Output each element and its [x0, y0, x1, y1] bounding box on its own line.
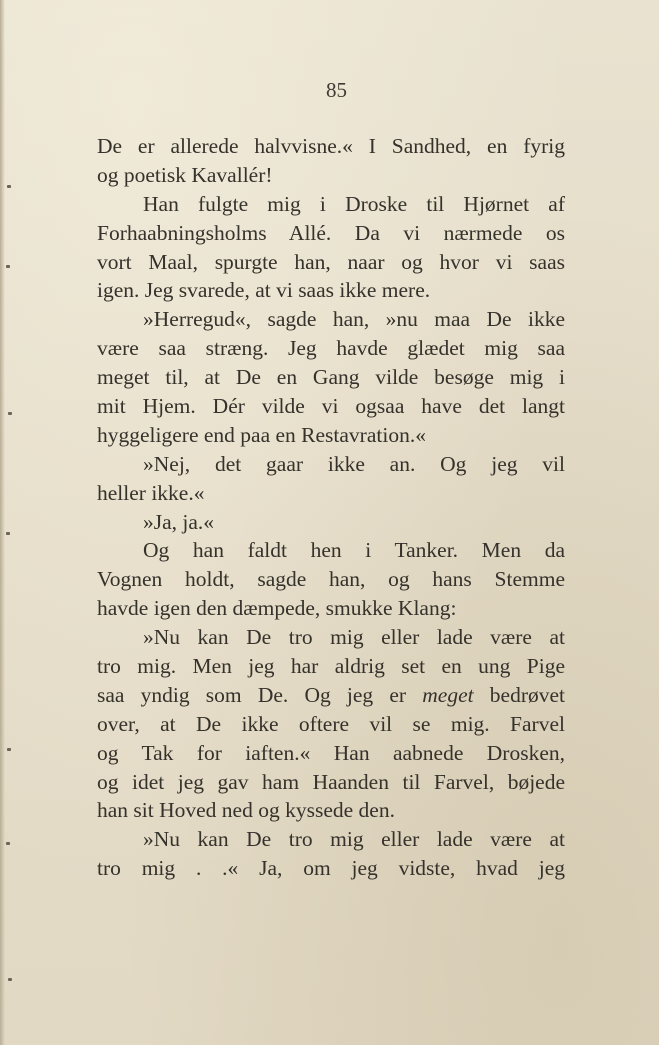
text-line: og Tak for iaften.« Han aabnede Drosken,	[97, 740, 565, 765]
text-line: vort Maal, spurgte han, naar og hvor vi saas	[97, 249, 565, 274]
margin-mark	[7, 185, 11, 188]
margin-mark	[8, 978, 12, 981]
text-line: »Herregud«, sagde han, »nu maa De ikke	[143, 307, 565, 332]
text-line: »Nu kan De tro mig eller lade være at	[143, 625, 565, 650]
text-line: Og han faldt hen i Tanker. Men da	[143, 538, 565, 563]
text-line: Vognen holdt, sagde han, og hans Stemme	[97, 567, 565, 592]
emphasized-word: meget	[422, 682, 474, 707]
page-number: 85	[326, 78, 347, 102]
margin-mark	[6, 265, 10, 268]
text-line: han sit Hoved ned og kyssede den.	[97, 798, 395, 823]
text-line: meget til, at De en Gang vilde besøge mig i	[97, 365, 565, 390]
margin-mark	[6, 532, 10, 535]
text-line: »Ja, ja.«	[143, 509, 215, 534]
margin-mark	[8, 412, 12, 415]
text-line: tro mig. Men jeg har aldrig set en ung Pige	[97, 654, 565, 679]
margin-mark	[7, 748, 11, 751]
text-line: mit Hjem. Dér vilde vi ogsaa have det langt	[97, 394, 565, 419]
body-text	[97, 132, 565, 883]
text-line: være saa stræng. Jeg havde glædet mig saa	[97, 336, 565, 361]
text-line: over, at De ikke oftere vil se mig. Farvel	[97, 711, 565, 736]
text-line: Forhaabningsholms Allé. Da vi nærmede os	[97, 220, 565, 245]
text-line: hyggeligere end paa en Restavration.«	[97, 422, 426, 447]
text-line: »Nej, det gaar ikke an. Og jeg vil	[143, 451, 565, 476]
margin-mark	[6, 842, 10, 845]
text-line: heller ikke.«	[97, 480, 205, 505]
text-line: havde igen den dæmpede, smukke Klang:	[97, 596, 457, 621]
text-line: og idet jeg gav ham Haanden til Farvel, bøjede	[97, 769, 565, 794]
text-line: Han fulgte mig i Droske til Hjørnet af	[143, 191, 565, 216]
text-line: De er allerede halvvisne.« I Sandhed, en fyrig	[97, 134, 565, 158]
text-line: saa yndig som De. Og jeg er meget bedrøvet	[97, 682, 565, 707]
text-line: og poetisk Kavallér!	[97, 162, 273, 187]
text-line: igen. Jeg svarede, at vi saas ikke mere.	[97, 278, 431, 303]
text-line: »Nu kan De tro mig eller lade være at	[143, 827, 565, 852]
text-line: tro mig . .« Ja, om jeg vidste, hvad jeg	[97, 856, 565, 881]
page-edge-shadow	[0, 0, 5, 1045]
